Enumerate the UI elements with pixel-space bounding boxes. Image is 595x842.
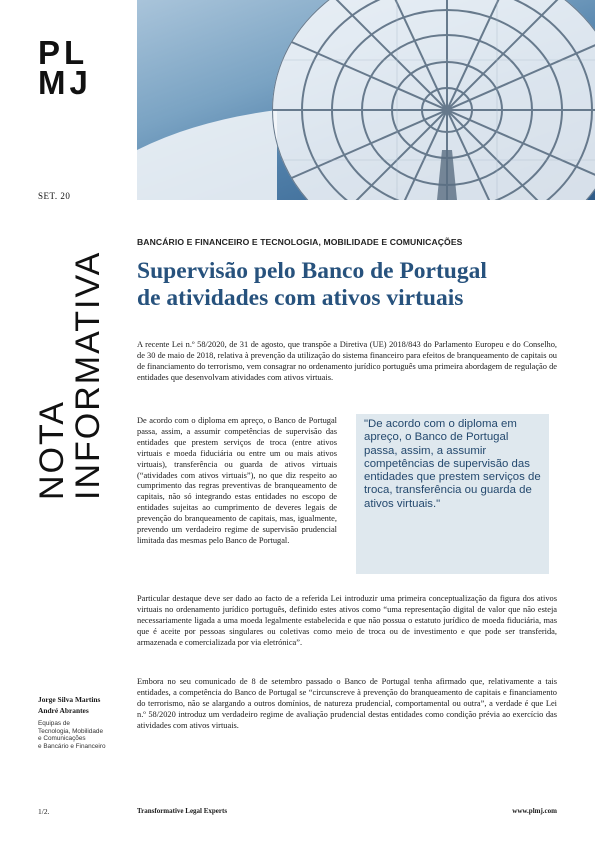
page-number: 1/2. (38, 807, 50, 816)
body-paragraph-2: Particular destaque deve ser dado ao facto de a referida Lei introduzir uma primeira conceptualização da figura dos ativos virtuais no ordenamento jurídico português, definido estes ativos como “uma representação digital de valor que não esteja necessariamente ligada a uma moeda legalmente estabelecida e que não possua o estatuto jurídico de moeda fiduciária, mas que é aceite por pessoas singulares ou coletivas como meio de troca ou de investimento e que pode ser transferida, armazenada e comercializada por via eletrónica”. (137, 594, 557, 647)
vertical-section-title (34, 251, 106, 500)
vertical-title-line-2: INFORMATIVA (69, 250, 107, 500)
article-category: BANCÁRIO E FINANCEIRO E TECNOLOGIA, MOBILIDADE E COMUNICAÇÕES (137, 237, 463, 247)
title-line-1: Supervisão pelo Banco de Portugal (137, 258, 487, 284)
author-name-2: André Abrantes (38, 706, 89, 715)
footer-website-link[interactable]: www.plmj.com (512, 807, 557, 815)
body-paragraph-1: De acordo com o diploma em apreço, o Banco de Portugal passa, assim, a assumir competências de supervisão das entidades que prestem serviços de troca (entre ativos virtuais e moeda fiduciária ou entre um ou mais ativos virtuais), transferência ou guarda de ativos virtuais (“atividades com ativos virtuais”), no que diz respeito ao cumprimento das regras preventivas de branqueamento de capitais, não só integrando estas entidades no escopo de entidades sujeitas ao cumprimento de deveres legais de prevenção do branqueamento de capitais, mas, igualmente, prevendo um verdadeiro regime de supervisão prudencial limitada das mesmas pelo Banco de Portugal. (137, 416, 337, 545)
article-title (137, 258, 577, 312)
author-name-1: Jorge Silva Martins (38, 695, 101, 704)
publication-date: SET. 20 (38, 191, 71, 201)
body-paragraph-3: Embora no seu comunicado de 8 de setembro passado o Banco de Portugal tenha afirmado que, relativamente a tais entidades, a competência do Banco de Portugal se “circunscreve à prevenção do branqueamento de capitais e financiamento do terrorismo, não se alargando a outros domínios, de natureza prudencial, comportamental ou outra”, a verdade é que Lei n.º 58/2020 introduz um verdadeiro regime de avaliação prudencial destas entidades como condição prévia ao exercício das atividades com ativos virtuais. (137, 677, 557, 730)
vertical-title-line-1: NOTA (33, 400, 71, 500)
author-team (38, 720, 133, 750)
radar-dome-illustration (137, 0, 595, 200)
logo-line-2: MJ (38, 64, 92, 101)
team-line-1: Equipas de (38, 720, 70, 727)
plmj-logo (38, 34, 98, 101)
footer-tagline: Transformative Legal Experts (137, 807, 228, 815)
team-line-3: e Comunicações (38, 735, 86, 743)
team-line-2: Tecnologia, Mobilidade (38, 727, 104, 735)
pull-quote-text: "De acordo com o diploma em apreço, o Banco de Portugal passa, assim, a assumir competências de supervisão das entidades que prestem serviços de troca, transferência ou guarda de ativos virtuais." (364, 418, 541, 510)
team-line-4: e Bancário e Financeiro (38, 742, 106, 750)
pull-quote-box (356, 414, 549, 574)
logo-line-1: PL (38, 34, 89, 71)
intro-paragraph: A recente Lei n.º 58/2020, de 31 de agosto, que transpõe a Diretiva (UE) 2018/843 do Parlamento Europeu e do Conselho, de 30 de maio de 2018, relativa à prevenção da utilização do sistema financeiro para efeitos de branqueamento de capitais ou de financiamento do terrorismo, vem consagrar no ordenamento jurídico português uma primeira abordagem de regulação de entidades que desenvolvam atividades com ativos virtuais. (137, 340, 557, 382)
authors-block (38, 694, 133, 750)
hero-image-radar-dome (137, 0, 595, 200)
title-line-2: de atividades com ativos virtuais (137, 285, 464, 311)
